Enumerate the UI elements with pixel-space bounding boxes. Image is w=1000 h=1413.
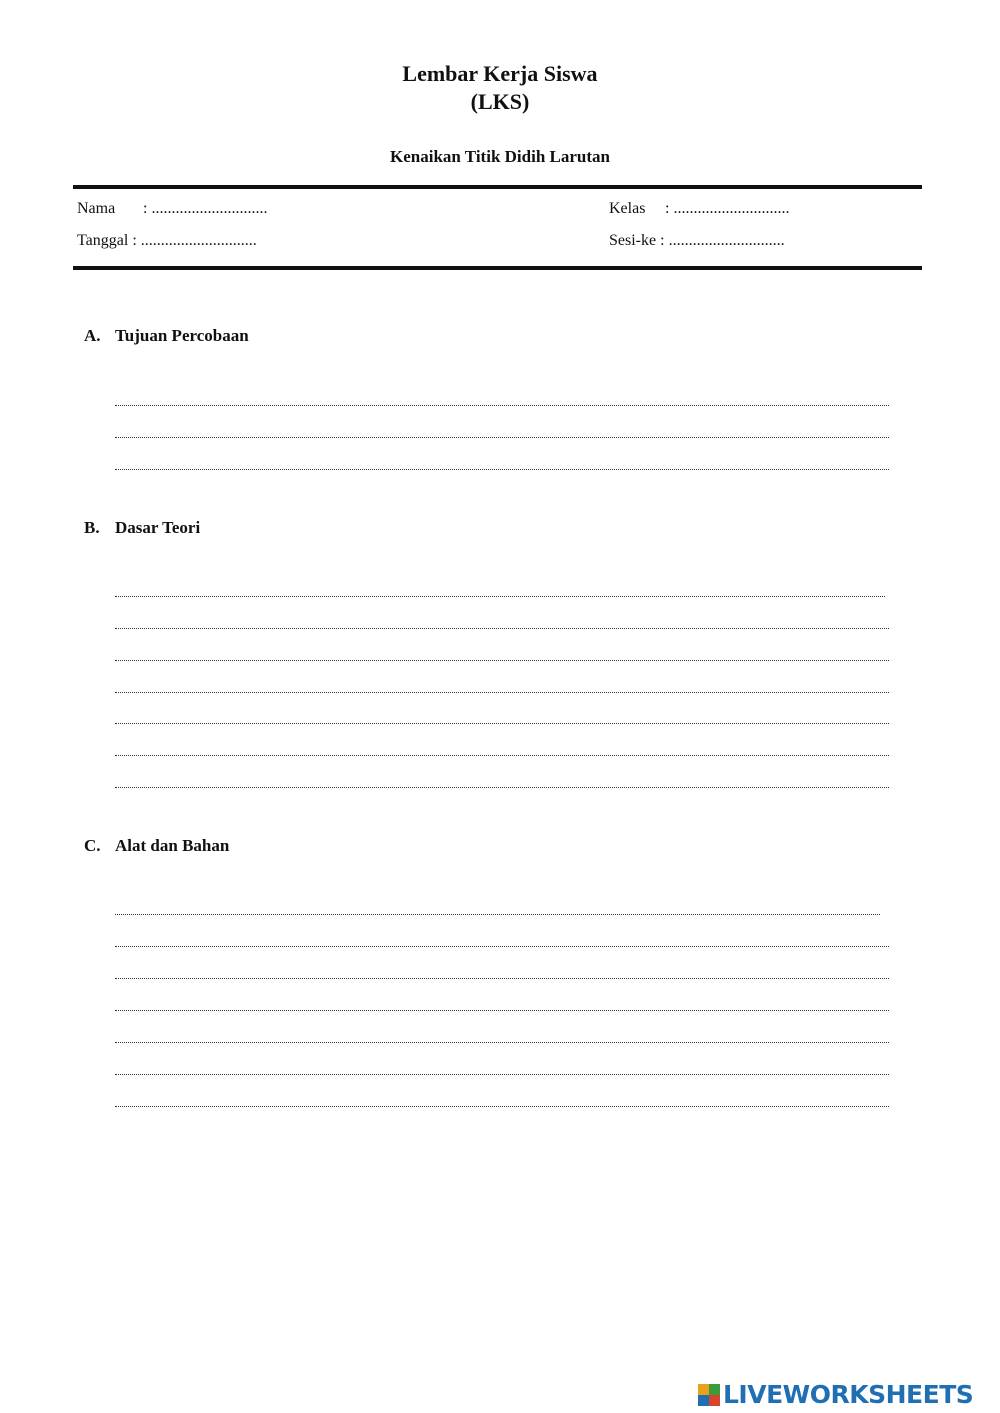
worksheet-subtitle: Kenaikan Titik Didih Larutan xyxy=(390,147,610,166)
answer-line[interactable] xyxy=(115,914,880,915)
answer-line[interactable] xyxy=(115,1106,889,1107)
nama-blank[interactable]: ............................. xyxy=(151,200,268,217)
top-divider xyxy=(73,185,922,189)
kelas-separator: : xyxy=(665,200,670,217)
answer-line[interactable] xyxy=(115,628,889,629)
answer-line[interactable] xyxy=(115,692,889,693)
sesi-field xyxy=(609,231,785,251)
logo-square-4 xyxy=(709,1395,720,1406)
sesi-blank[interactable]: ............................. xyxy=(668,232,785,249)
answer-line[interactable] xyxy=(115,596,885,597)
answer-line[interactable] xyxy=(115,1010,889,1011)
tanggal-field xyxy=(77,231,257,251)
kelas-field xyxy=(609,199,789,219)
section-c-heading xyxy=(84,835,229,857)
brand-name: LIVEWORKSHEETS xyxy=(723,1380,974,1409)
nama-field xyxy=(77,199,267,219)
answer-line[interactable] xyxy=(115,723,889,724)
title-line-2: (LKS) xyxy=(470,89,530,114)
answer-line[interactable] xyxy=(115,946,889,947)
section-a-title: Tujuan Percobaan xyxy=(115,326,249,345)
title-line-1: Lembar Kerja Siswa xyxy=(402,61,598,86)
liveworksheets-logo-icon xyxy=(698,1384,720,1406)
sesi-separator: : xyxy=(660,232,665,249)
nama-label: Nama xyxy=(77,200,116,217)
logo-square-1 xyxy=(698,1384,709,1395)
kelas-blank[interactable]: ............................. xyxy=(673,200,790,217)
section-a-letter: A. xyxy=(84,326,101,345)
sesi-label: Sesi-ke xyxy=(609,232,657,249)
logo-square-3 xyxy=(698,1395,709,1406)
answer-line[interactable] xyxy=(115,755,889,756)
answer-line[interactable] xyxy=(115,787,889,788)
answer-line[interactable] xyxy=(115,469,889,470)
section-b-letter: B. xyxy=(84,518,100,537)
tanggal-label: Tanggal xyxy=(77,232,129,249)
nama-separator: : xyxy=(143,200,148,217)
section-a-heading xyxy=(84,325,249,347)
section-c-letter: C. xyxy=(84,836,101,855)
logo-square-2 xyxy=(709,1384,720,1395)
tanggal-separator: : xyxy=(132,232,137,249)
answer-line[interactable] xyxy=(115,660,889,661)
answer-line[interactable] xyxy=(115,978,889,979)
bottom-divider xyxy=(73,266,922,270)
section-b-title: Dasar Teori xyxy=(115,518,201,537)
section-b-heading xyxy=(84,517,200,539)
answer-line[interactable] xyxy=(115,405,889,406)
answer-line[interactable] xyxy=(115,1074,889,1075)
tanggal-blank[interactable]: ............................. xyxy=(140,232,257,249)
answer-line[interactable] xyxy=(115,437,889,438)
section-c-title: Alat dan Bahan xyxy=(115,836,230,855)
answer-line[interactable] xyxy=(115,1042,889,1043)
liveworksheets-brand xyxy=(698,1380,973,1410)
kelas-label: Kelas xyxy=(609,200,646,217)
